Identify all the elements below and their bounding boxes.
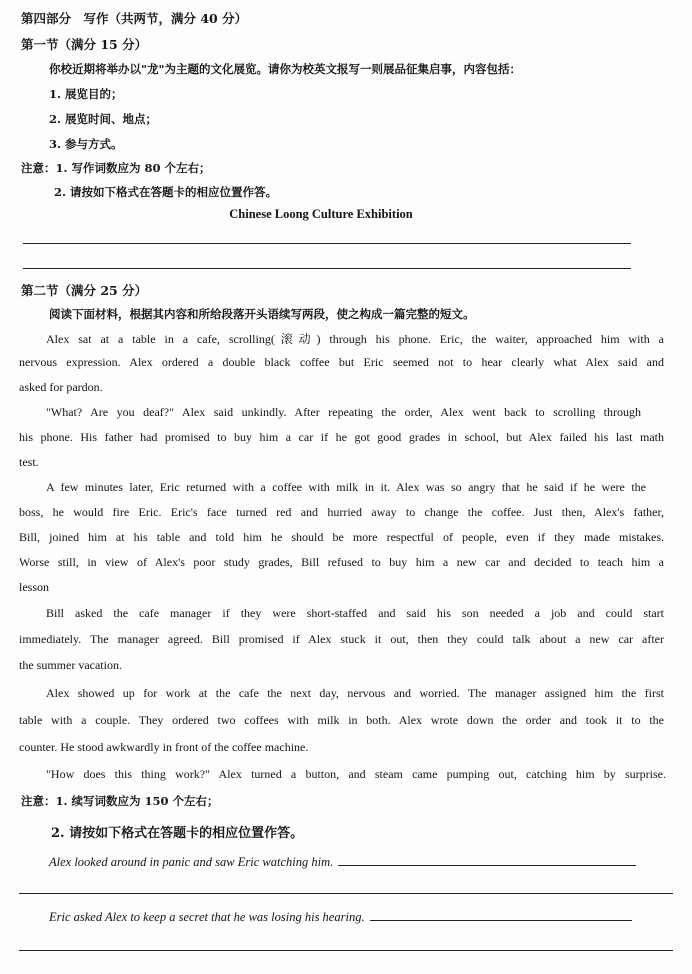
answer-blank (338, 865, 636, 866)
section1-item-2: 2. 展览时间、地点； (49, 112, 158, 126)
passage-line: Alex showed up for work at the cafe the next day, nervous and worried. The manager assigned him the first (46, 686, 664, 700)
section2-title: 第二节（满分 25 分） (21, 283, 148, 298)
passage-line: "How does this thing work?" Alex turned a button, and steam came pumping out, catching him by surprise. (46, 767, 666, 781)
section1-title: 第一节（满分 15 分） (21, 37, 148, 52)
passage-line: Bill, joined him at his table and told him he should be more respectful of people, even if they made mistakes. (19, 530, 664, 544)
passage-line: Worse still, in view of Alex's poor study grades, Bill refused to buy him a new car and decided to teach him a (19, 555, 664, 569)
continuation-opener-1: Alex looked around in panic and saw Eric watching him. (49, 855, 334, 869)
passage-line: the summer vacation. (19, 658, 122, 672)
continuation-opener-2-row (49, 906, 632, 925)
section2-note-1: 注意：1. 续写词数应为 150 个左右； (21, 794, 219, 808)
answer-line (19, 950, 673, 951)
answer-line (23, 243, 631, 244)
section1-item-1: 1. 展览目的； (49, 87, 123, 101)
answer-blank (370, 920, 632, 921)
section1-prompt: 你校近期将举办以"龙"为主题的文化展览。请你为校英文报写一则展品征集启事，内容包括： (49, 62, 521, 76)
section2-note-2: 2. 请按如下格式在答题卡的相应位置作答。 (51, 826, 304, 841)
passage-line: Alex sat at a table in a cafe, scrolling(滚动) through his phone. Eric, the waiter, approached him with a (46, 332, 664, 346)
passage-line: lesson (19, 580, 49, 594)
passage-line: counter. He stood awkwardly in front of the coffee machine. (19, 740, 309, 754)
section1-item-3: 3. 参与方式。 (49, 137, 123, 151)
passage-line: asked for pardon. (19, 380, 103, 394)
continuation-opener-2: Eric asked Alex to keep a secret that he was losing his hearing. (49, 910, 365, 924)
continuation-opener-1-row (49, 851, 636, 870)
passage-line: Bill asked the cafe manager if they were short-staffed and said his son needed a job and could start (46, 606, 664, 620)
answer-line (23, 268, 631, 269)
section2-instruction: 阅读下面材料，根据其内容和所给段落开头语续写两段，使之构成一篇完整的短文。 (49, 307, 475, 321)
passage-line: table with a couple. They ordered two coffees with milk in both. Alex wrote down the order and took it to the (19, 713, 664, 727)
passage-line: immediately. The manager agreed. Bill promised if Alex stuck it out, then they could talk about a new car after (19, 632, 664, 646)
essay-heading: Chinese Loong Culture Exhibition (229, 207, 413, 221)
section1-note-2: 2. 请按如下格式在答题卡的相应位置作答。 (54, 185, 278, 199)
passage-line: nervous expression. Alex ordered a double black coffee but Eric seemed not to hear clearly what Alex said and (19, 355, 664, 369)
section1-note-1: 注意：1. 写作词数应为 80 个左右； (21, 161, 211, 175)
part-title: 第四部分 写作（共两节，满分 40 分） (21, 11, 248, 26)
passage-line: A few minutes later, Eric returned with a coffee with milk in it. Alex was so angry that he said if he were the (46, 480, 646, 494)
passage-line: boss, he would fire Eric. Eric's face turned red and hurried away to change the coffee. Just then, Alex's father, (19, 505, 664, 519)
passage-line: test. (19, 455, 39, 469)
answer-line (19, 893, 673, 894)
passage-line: his phone. His father had promised to buy him a car if he got good grades in school, but Alex failed his last math (19, 430, 664, 444)
passage-line: "What? Are you deaf?" Alex said unkindly. After repeating the order, Alex went back to scrolling through (46, 405, 641, 419)
